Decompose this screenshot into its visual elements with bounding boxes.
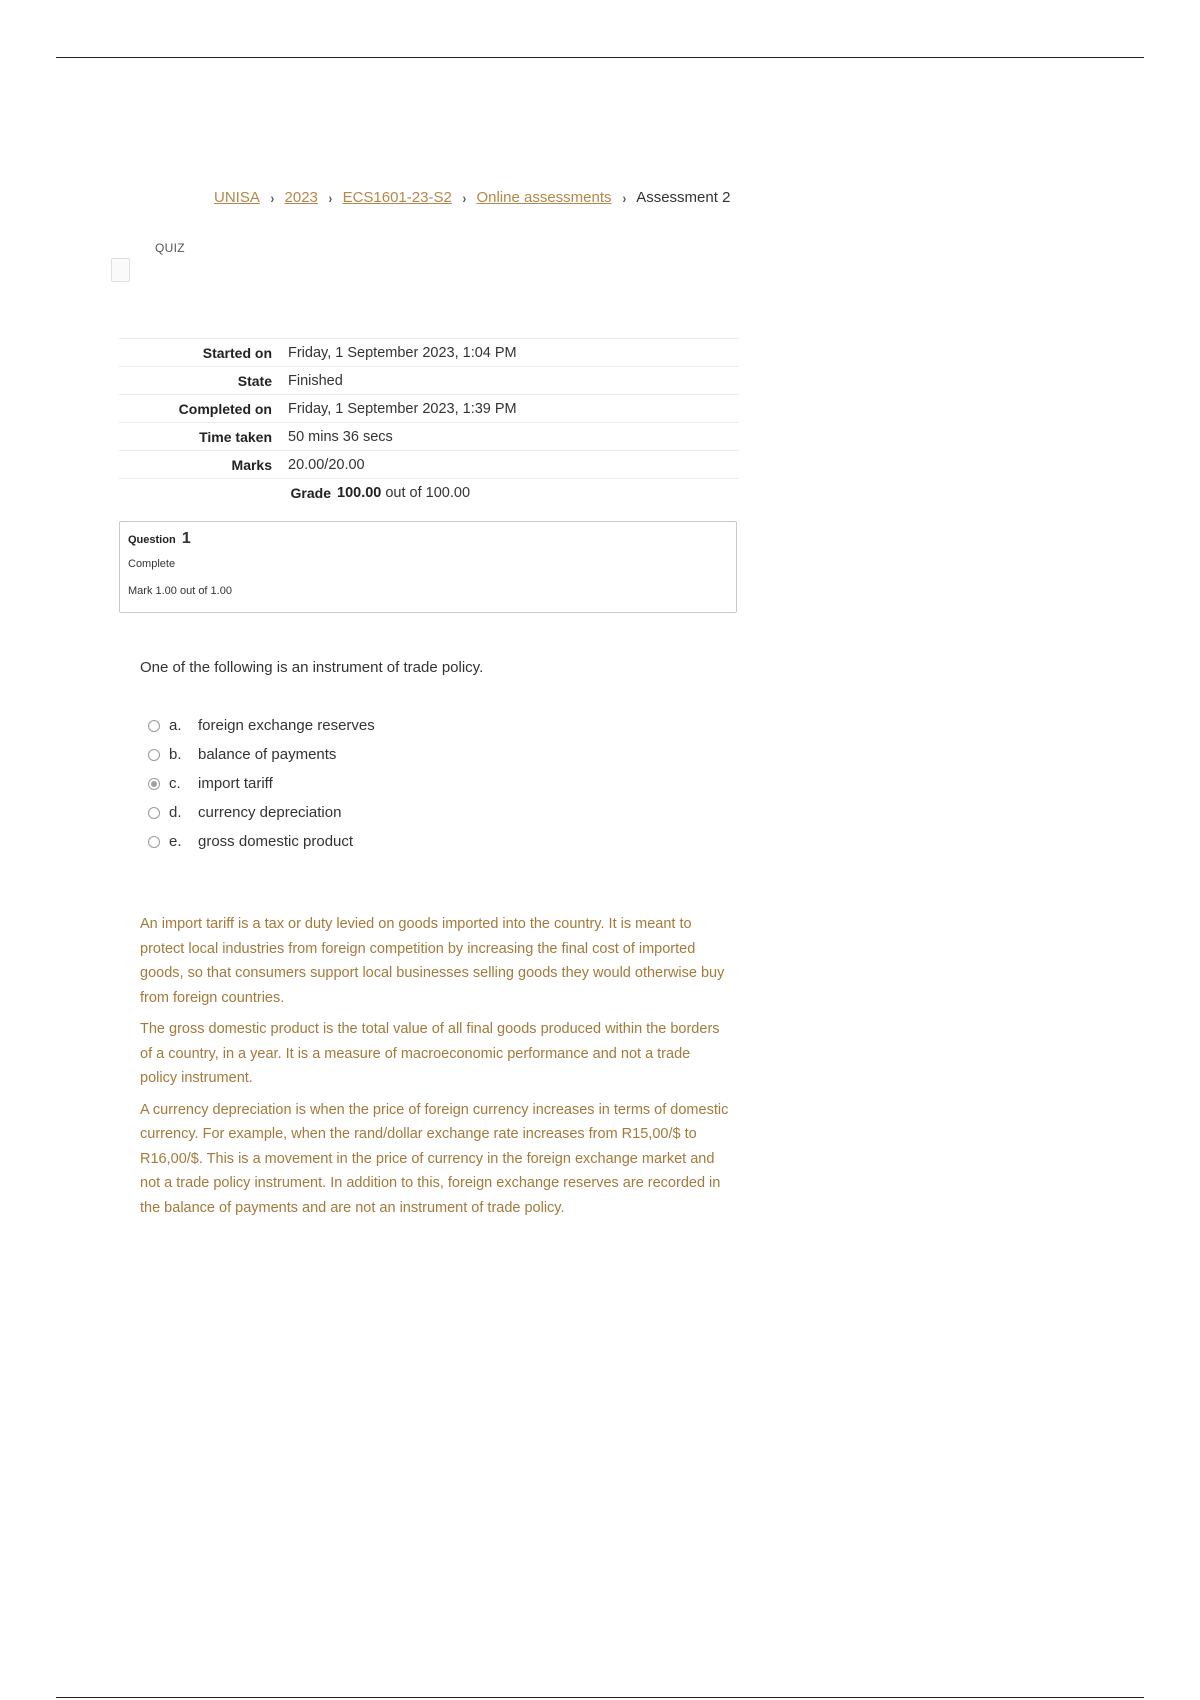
summary-value: 50 mins 36 secs [288,428,393,445]
chevron-right-icon: › [270,189,275,206]
summary-row-completed-on [119,394,739,422]
radio-button[interactable] [148,836,160,848]
radio-button[interactable] [148,720,160,732]
summary-row-marks [119,450,739,478]
question-heading [128,530,728,548]
option-text: balance of payments [198,746,337,763]
summary-label: Time taken [199,428,272,445]
breadcrumb-link-unisa[interactable]: UNISA [214,189,260,206]
summary-value: 20.00/20.00 [288,456,365,473]
summary-row-time-taken [119,422,739,450]
general-feedback [140,912,730,1227]
summary-label: Started on [202,344,272,361]
quiz-icon [111,258,130,282]
option-text: gross domestic product [198,833,354,850]
answer-option [148,769,375,798]
summary-label: Marks [231,456,272,473]
question-state: Complete [128,558,176,570]
summary-label: State [237,372,272,389]
chevron-right-icon: › [462,189,467,206]
answer-option [148,798,375,827]
question-info-box [119,521,737,613]
summary-value [331,485,470,501]
breadcrumb-current: Assessment 2 [636,189,731,206]
option-letter: b. [169,746,182,763]
summary-row-state [119,366,739,394]
summary-row-grade [119,478,739,506]
summary-value: Finished [288,372,343,389]
summary-label: Grade [290,484,331,501]
breadcrumb-link-year[interactable]: 2023 [284,189,318,206]
question-text: One of the following is an instrument of trade policy. [140,659,484,676]
page-bottom-rule [56,1697,1144,1698]
summary-row-started-on [119,338,739,366]
answer-options [148,711,375,856]
option-text: import tariff [198,775,273,792]
chevron-right-icon: › [621,189,626,206]
answer-option [148,711,375,740]
option-text: currency depreciation [198,804,342,821]
module-type-label: QUIZ [155,241,185,255]
feedback-paragraph: An import tariff is a tax or duty levied on goods imported into the country. It is meant to protect local industries from foreign competition by increasing the final cost of imported goods, so that consumers support local businesses selling goods they would otherwise buy from foreign countries. [140,916,725,1006]
breadcrumb-link-course[interactable]: ECS1601-23-S2 [342,189,452,206]
radio-button-selected[interactable] [148,778,160,790]
radio-button[interactable] [148,807,160,819]
option-letter: c. [169,775,181,792]
summary-value: Friday, 1 September 2023, 1:04 PM [288,344,517,361]
option-text: foreign exchange reserves [198,717,375,734]
grade-value: 100.00 [337,484,382,501]
option-letter: a. [169,717,182,734]
grade-suffix: out of 100.00 [385,484,471,501]
question-label: Question [128,534,176,546]
radio-button[interactable] [148,749,160,761]
breadcrumb-link-online-assessments[interactable]: Online assessments [476,189,612,206]
chevron-right-icon: › [328,189,333,206]
option-letter: e. [169,833,182,850]
summary-value: Friday, 1 September 2023, 1:39 PM [288,400,517,417]
question-number: 1 [181,530,191,547]
feedback-paragraph: A currency depreciation is when the price of foreign currency increases in terms of domestic currency. For example, when the rand/dollar exchange rate increases from R15,00/$ to R16,00/$. This is a movement in the price of currency in the foreign exchange market and not a trade policy instrument. In addition to this, foreign exchange reserves are recorded in the balance of payments and are not an instrument of trade policy. [140,1101,729,1216]
feedback-paragraph: The gross domestic product is the total value of all final goods produced within the borders of a country, in a year. It is a measure of macroeconomic performance and not a trade policy instrument. [140,1021,720,1086]
option-letter: d. [169,804,182,821]
page-top-rule [56,57,1144,58]
question-mark: Mark 1.00 out of 1.00 [128,585,232,597]
answer-option [148,740,375,769]
attempt-summary-table [119,338,739,506]
answer-option [148,827,375,856]
summary-label: Completed on [178,400,272,417]
breadcrumb [214,189,730,206]
